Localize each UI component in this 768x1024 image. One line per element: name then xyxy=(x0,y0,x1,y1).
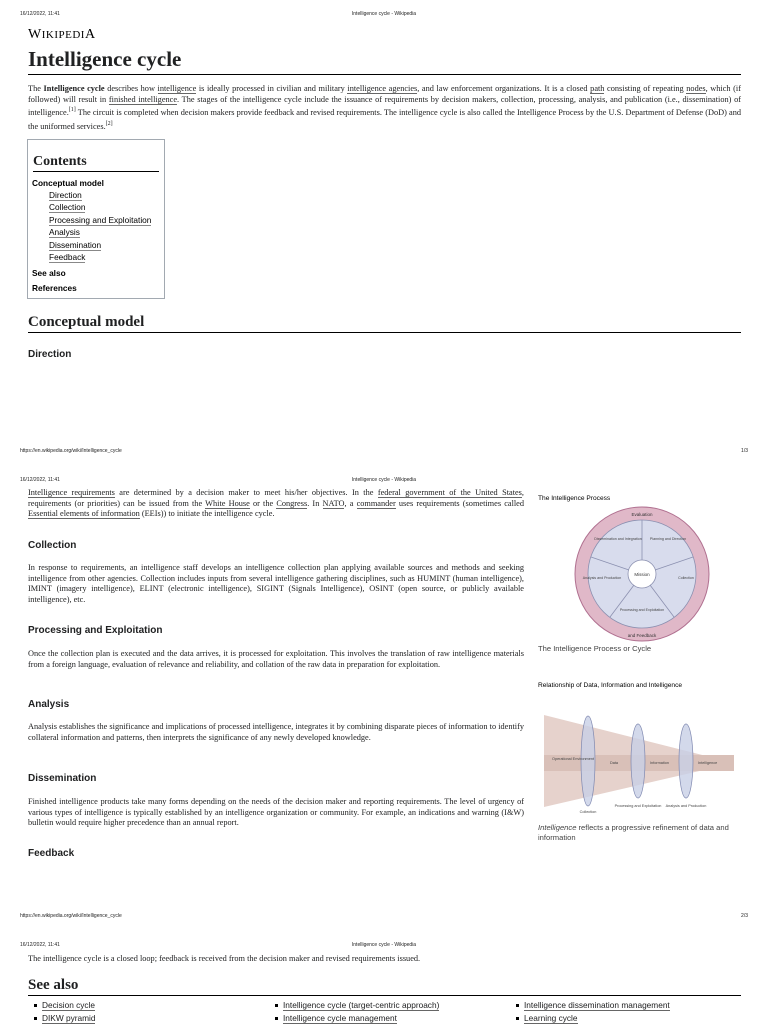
heading-feedback: Feedback xyxy=(28,848,75,859)
processing-paragraph: Once the collection plan is executed and the data arrives, it is processed for exploitation. This involves the translation of raw intelligence materials from a foreign language, evaluation of relevance and reliability, and collation of the raw data in preparation for exploitation. xyxy=(28,649,524,669)
see-also-item[interactable]: DIKW pyramid xyxy=(32,1012,95,1024)
print-title: Intelligence cycle - Wikipedia xyxy=(351,11,417,17)
figure2-caption: Intelligence reflects a progressive refinement of data and information xyxy=(538,823,729,842)
see-also-item[interactable]: Decision cycle xyxy=(32,999,95,1012)
heading-collection: Collection xyxy=(28,540,77,551)
figure2-label-operational: Operational Environment xyxy=(552,757,594,761)
collection-paragraph: In response to requirements, an intelligence staff develops an intelligence collection plan applying available sources and methods and seeking intelligence from other agencies. Collection includes inputs from several intelligence gathering disciplines, such as HUMINT (human intelligence), IMINT (imagery intelligence), ELINT (electronic intelligence), SIGINT (Signals Intelligence), OSINT (open source, or publicly available intelligence), etc. xyxy=(28,563,524,604)
toc-item-conceptual-model[interactable]: Conceptual model xyxy=(32,178,104,188)
figure1-outer-bottom: and Feedback xyxy=(627,633,657,638)
heading-direction: Direction xyxy=(28,349,72,360)
print-page-number: 2/3 xyxy=(741,913,748,919)
link-path[interactable]: path xyxy=(590,84,605,93)
heading-analysis: Analysis xyxy=(28,699,70,710)
page-title: Intelligence cycle xyxy=(28,46,741,75)
figure1-segment-planning: Planning and Direction xyxy=(649,537,687,541)
print-title: Intelligence cycle - Wikipedia xyxy=(351,942,417,948)
toc-item-feedback[interactable]: Feedback xyxy=(49,252,86,262)
toc-item-processing[interactable]: Processing and Exploitation xyxy=(49,215,152,225)
heading-processing: Processing and Exploitation xyxy=(28,625,163,636)
print-datetime: 16/12/2022, 11:41 xyxy=(20,477,60,483)
see-also-col1 xyxy=(32,999,95,1024)
see-also-item[interactable]: Intelligence cycle management xyxy=(273,1012,439,1024)
heading-conceptual-model: Conceptual model xyxy=(28,312,741,333)
figure2-title: Relationship of Data, Information and Intelligence xyxy=(538,682,683,689)
figure1-caption: The Intelligence Process or Cycle xyxy=(538,644,652,653)
toc-item-collection[interactable]: Collection xyxy=(49,202,86,212)
see-also-item[interactable]: Intelligence cycle (target-centric approach) xyxy=(273,999,439,1012)
ref-1[interactable]: [1] xyxy=(68,107,76,114)
figure2-label-information: Information xyxy=(650,761,669,765)
heading-dissemination: Dissemination xyxy=(28,773,97,784)
figure1-segment-collection: Collection xyxy=(678,576,694,580)
feedback-paragraph: The intelligence cycle is a closed loop; feedback is received from the decision maker and revised requirements issued. xyxy=(28,954,421,963)
see-also-col3 xyxy=(514,999,670,1024)
see-also-item[interactable]: Learning cycle xyxy=(514,1012,670,1024)
wikipedia-logo[interactable]: WIKIPEDIA xyxy=(28,27,96,42)
table-of-contents xyxy=(27,139,165,299)
figure2-bottom-collection: Collection xyxy=(579,810,597,814)
link-intelligence[interactable]: intelligence xyxy=(157,84,197,93)
figure-data-info-intelligence xyxy=(538,682,748,843)
link-nodes[interactable]: nodes xyxy=(686,84,706,93)
figure1-segment-processing: Processing and Exploitation xyxy=(619,608,665,612)
see-also-col2 xyxy=(273,999,439,1024)
print-title: Intelligence cycle - Wikipedia xyxy=(351,477,417,483)
heading-see-also: See also xyxy=(28,975,741,996)
toc-item-direction[interactable]: Direction xyxy=(49,190,82,200)
figure2-label-intelligence: Intelligence xyxy=(698,761,718,765)
dissemination-paragraph: Finished intelligence products take many forms depending on the needs of the decision maker and reporting requirements. The level of urgency of various types of intelligence is typically established by an intelligence organization or community. For example, an indications and warning (I&W) bulletin would require higher precedence than an annual report. xyxy=(28,797,524,828)
link-intelligence-agencies[interactable]: intelligence agencies xyxy=(347,84,418,93)
ref-2[interactable]: [2] xyxy=(105,120,113,127)
see-also-item[interactable]: Intelligence dissemination management xyxy=(514,999,670,1012)
toc-item-analysis[interactable]: Analysis xyxy=(49,227,80,237)
toc-item-references[interactable]: References xyxy=(32,283,77,293)
figure2-funnel-diagram[interactable] xyxy=(538,695,748,823)
figure1-outer-top: Evaluation xyxy=(631,512,653,517)
link-federal-government[interactable]: federal government of the United States xyxy=(377,488,522,497)
link-congress[interactable]: Congress xyxy=(276,498,308,508)
figure2-label-data: Data xyxy=(610,761,619,765)
analysis-paragraph: Analysis establishes the significance and implications of processed intelligence, integrates it by combining disparate pieces of information to identify collateral information and patterns, then interprets the significance of any newly developed knowledge. xyxy=(28,722,524,742)
figure-intelligence-process xyxy=(538,495,748,654)
figure2-bottom-processing: Processing and Exploitation xyxy=(614,804,662,808)
print-url: https://en.wikipedia.org/wiki/Intelligence_cycle xyxy=(20,913,122,919)
lead-paragraph: The Intelligence cycle describes how intelligence is ideally processed in civilian and military intelligence agencies, and law enforcement organizations. It is a closed path consisting of repeating nodes, which (if followed) will result in finished intelligence. The stages of the intelligence cycle include the issuance of requirements by decision makers, collection, processing, analysis, and publication (i.e., dissemination) of intelligence.[1] The circuit is completed when decision makers provide feedback and revised requirements. The intelligence cycle is also called the Intelligence Process by the U.S. Department of Defense (DoD) and the uniformed services.[2] xyxy=(28,84,741,131)
link-finished-intelligence[interactable]: finished intelligence xyxy=(108,94,178,104)
toc-heading: Contents xyxy=(33,153,159,172)
print-page-number: 1/3 xyxy=(741,448,748,454)
link-commander[interactable]: commander xyxy=(356,498,396,508)
print-url: https://en.wikipedia.org/wiki/Intelligence_cycle xyxy=(20,448,122,454)
link-white-house[interactable]: White House xyxy=(205,498,250,508)
toc-item-see-also[interactable]: See also xyxy=(32,268,66,278)
figure1-segment-dissemination: Dissemination and Integration xyxy=(594,537,642,541)
print-datetime: 16/12/2022, 11:41 xyxy=(20,11,60,17)
link-intelligence-requirements[interactable]: Intelligence requirements xyxy=(28,488,115,497)
print-datetime: 16/12/2022, 11:41 xyxy=(20,942,60,948)
direction-paragraph: Intelligence requirements are determined by a decision maker to meet his/her objectives. In the federal government of the United States, requirements (or priorities) can be issued from the White House or the Congress. In NATO, a commander uses requirements (sometimes called Essential elements of information (EEIs)) to initiate the intelligence cycle. xyxy=(28,488,525,519)
figure1-center: Mission xyxy=(634,572,650,577)
figure1-cycle-diagram[interactable] xyxy=(538,506,748,644)
figure2-bottom-analysis: Analysis and Production xyxy=(665,804,707,808)
figure1-segment-analysis: Analysis and Production xyxy=(582,576,622,580)
link-nato[interactable]: NATO xyxy=(322,498,345,508)
link-eei[interactable]: Essential elements of information xyxy=(28,509,140,519)
toc-item-dissemination[interactable]: Dissemination xyxy=(49,240,102,250)
figure1-title: The Intelligence Process xyxy=(538,495,611,502)
